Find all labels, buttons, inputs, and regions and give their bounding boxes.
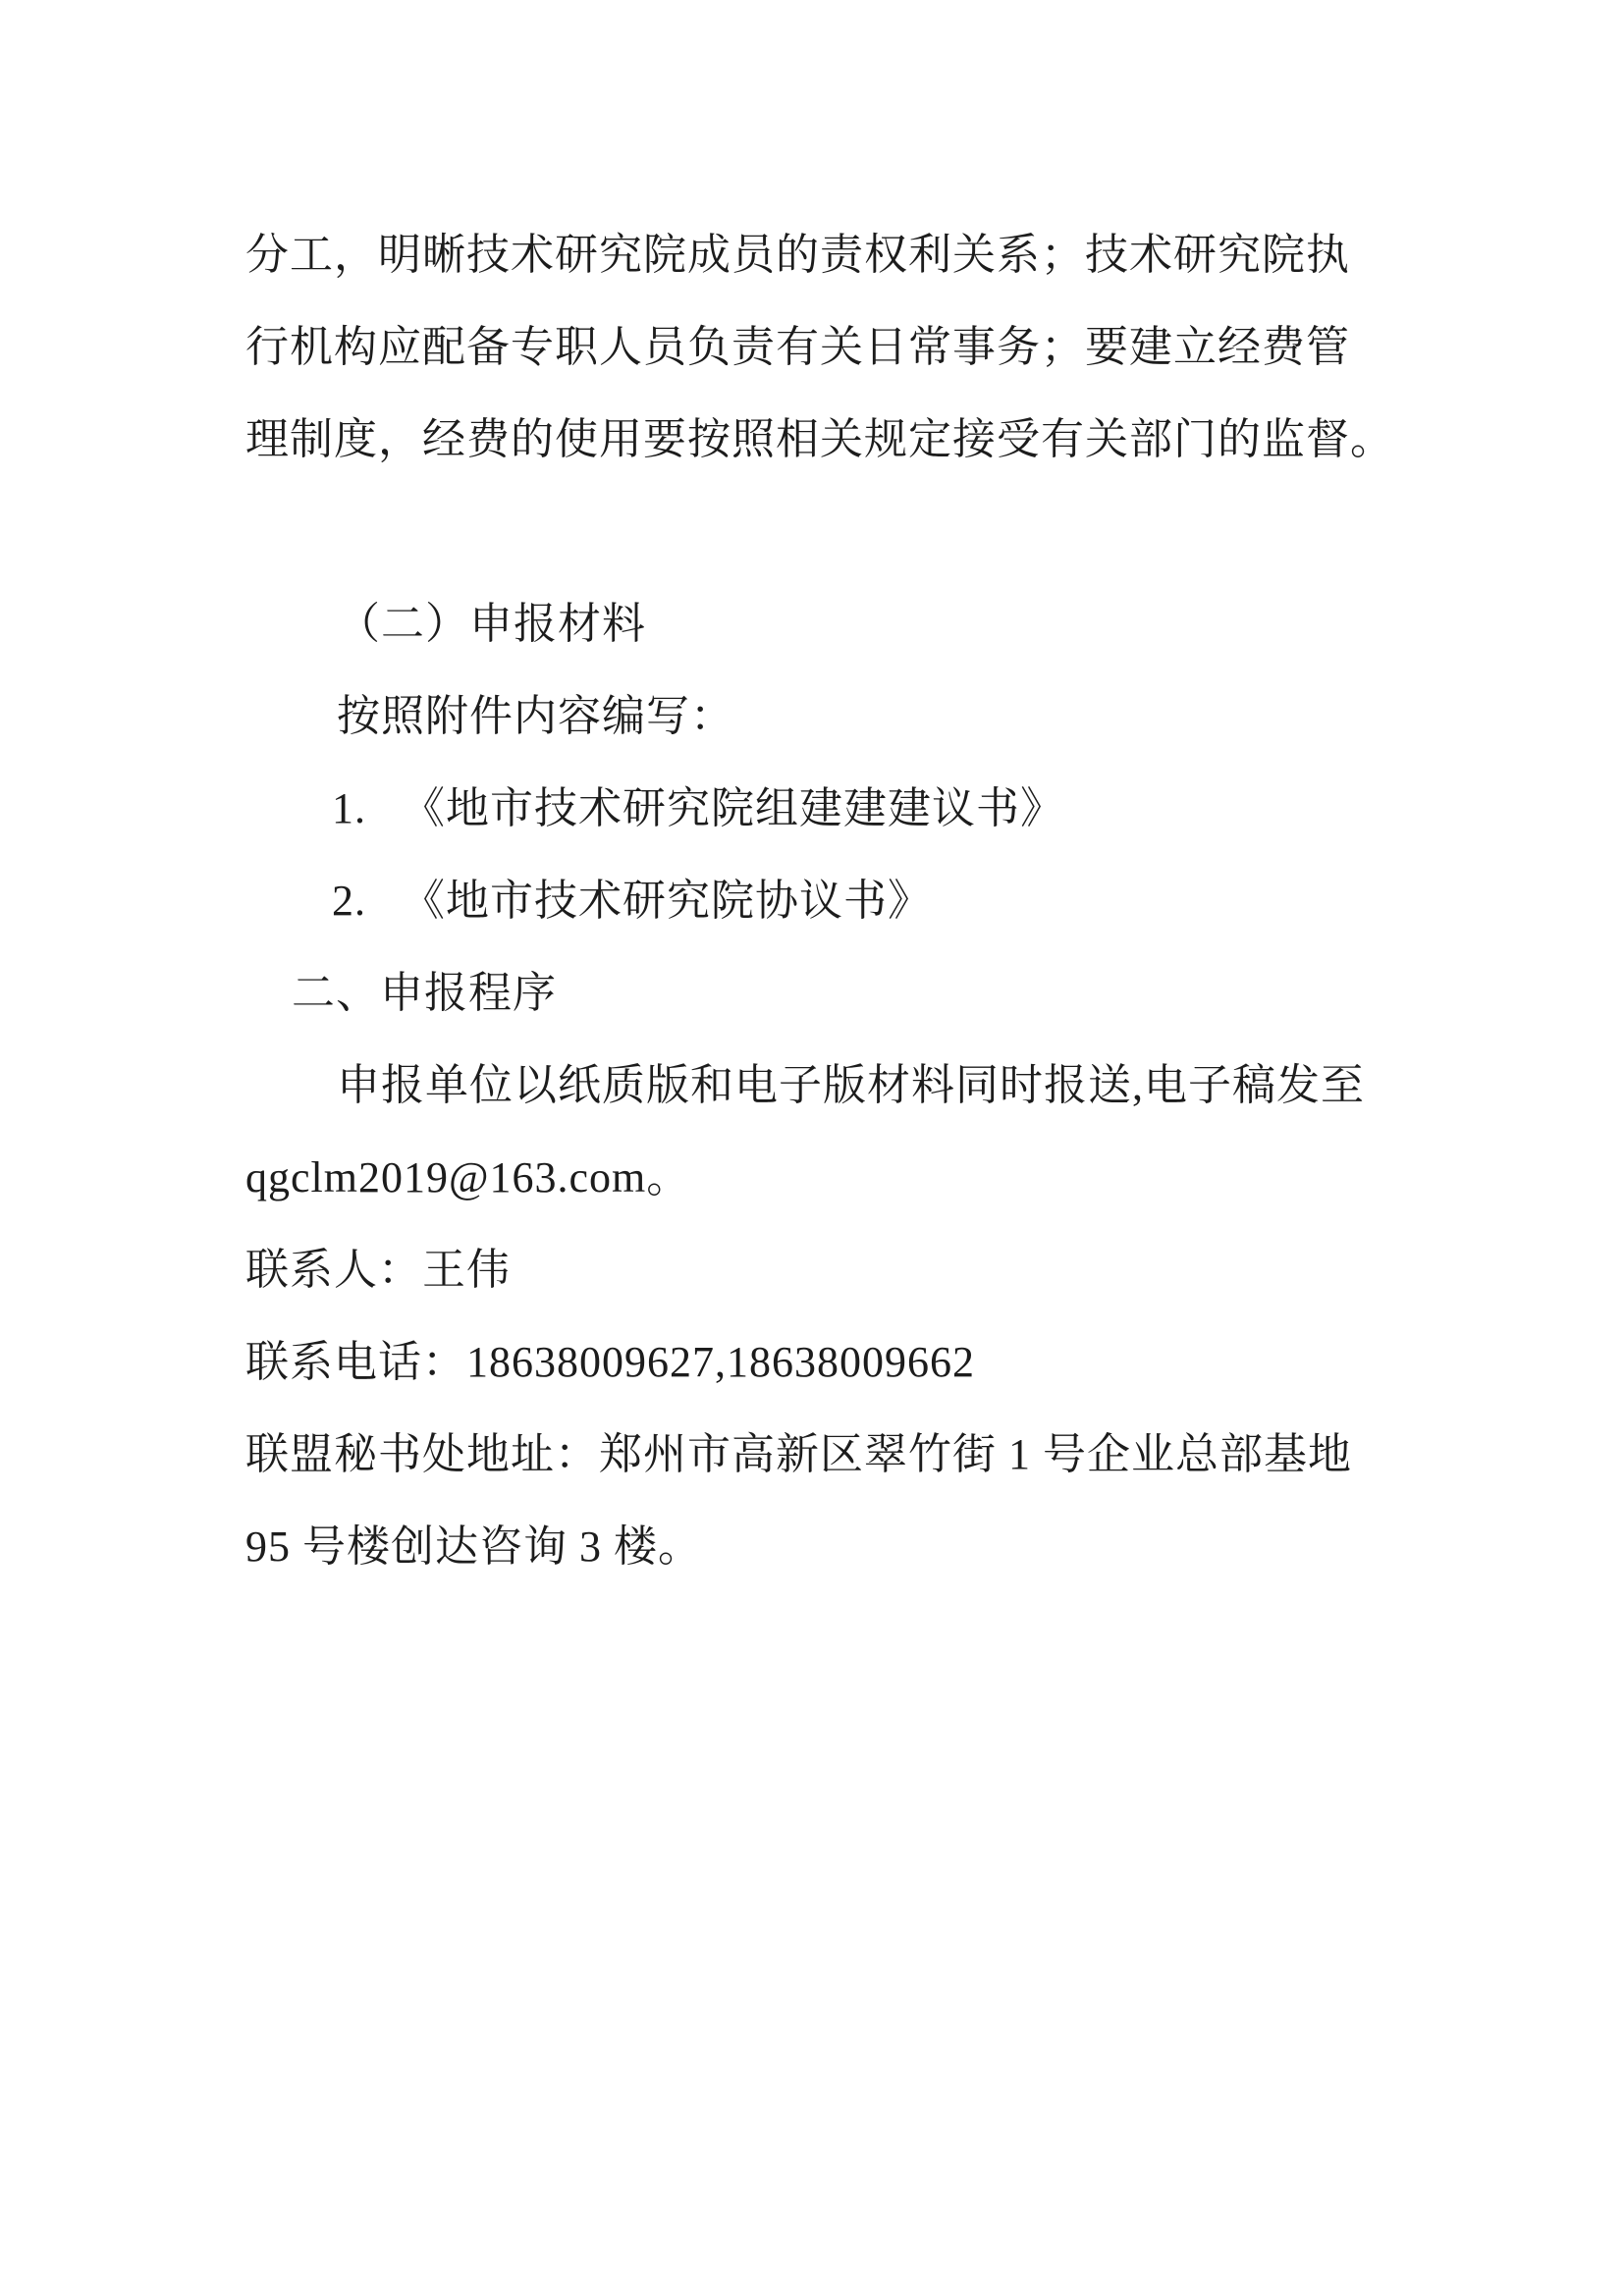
text-line: 联系人：王伟 <box>245 1246 511 1294</box>
text-line: 理制度，经费的使用要按照相关规定接受有关部门的监督。 <box>245 415 1394 463</box>
text-line: 分工，明晰技术研究院成员的责权利关系；技术研究院执 <box>245 231 1350 279</box>
text-line: 二、申报程序 <box>292 969 557 1017</box>
text-line: （二）申报材料 <box>337 600 646 648</box>
text-line: 行机构应配备专职人员负责有关日常事务；要建立经费管 <box>245 323 1350 371</box>
text-line: 1. 《地市技术研究院组建建建议书》 <box>332 784 1064 832</box>
text-line: 95 号楼创达咨询 3 楼。 <box>245 1522 702 1571</box>
text-line: 联系电话：18638009627,18638009662 <box>245 1338 975 1386</box>
text-line: 申报单位以纸质版和电子版材料同时报送,电子稿发至 <box>337 1061 1365 1109</box>
text-line: 按照附件内容编写： <box>337 692 734 740</box>
text-line: qgclm2019@163.com。 <box>245 1153 691 1201</box>
text-line: 联盟秘书处地址：郑州市高新区翠竹街 1 号企业总部基地 <box>245 1430 1352 1478</box>
text-line: 2. 《地市技术研究院协议书》 <box>332 877 932 925</box>
